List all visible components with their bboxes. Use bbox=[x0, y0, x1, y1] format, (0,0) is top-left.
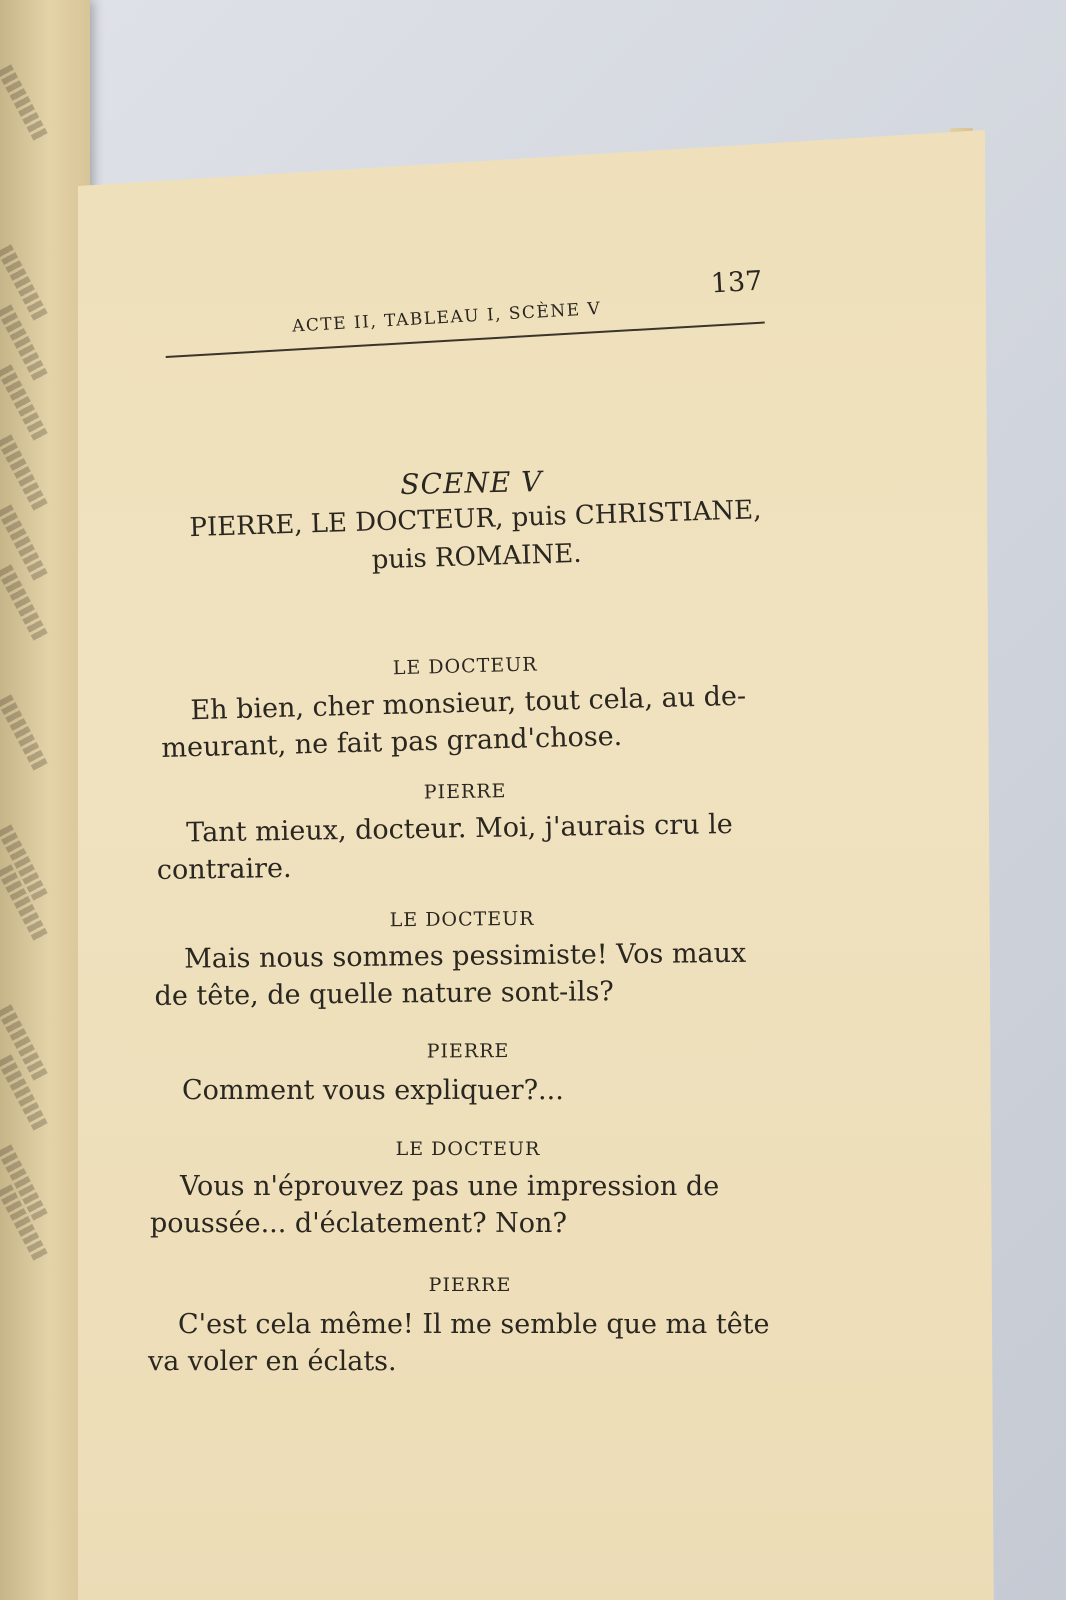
speaker-name: PIERRE bbox=[423, 780, 507, 804]
speaker-name: PIERRE bbox=[428, 1274, 512, 1296]
speech-line-1: C'est cela même! Il me semble que ma tête bbox=[178, 1309, 770, 1340]
running-title: ACTE II, TABLEAU I, SCÈNE V bbox=[291, 298, 602, 337]
dialogue-line bbox=[152, 1072, 812, 1109]
cast-line-2: puis ROMAINE. bbox=[371, 538, 582, 576]
dialogue-line bbox=[154, 934, 815, 1015]
speech-line-2: va voler en éclats. bbox=[148, 1346, 397, 1377]
speech-line-1: Comment vous expliquer?... bbox=[182, 1075, 564, 1106]
speech-line-1: Eh bien, cher monsieur, tout cela, au de- bbox=[190, 680, 747, 727]
speaker-name: LE DOCTEUR bbox=[392, 653, 538, 680]
dialogue-line bbox=[156, 805, 817, 889]
speech-line-1: Mais nous sommes pessimiste! Vos maux bbox=[184, 937, 747, 975]
speaker-name: PIERRE bbox=[426, 1040, 510, 1063]
cast-line-1: PIERRE, LE DOCTEUR, puis CHRISTIANE, bbox=[188, 495, 762, 544]
running-head bbox=[162, 257, 775, 362]
speech-line-2: contraire. bbox=[156, 852, 292, 886]
speech-line-1: Tant mieux, docteur. Moi, j'aurais cru le bbox=[186, 808, 733, 849]
dialogue-line bbox=[148, 1306, 808, 1380]
speech-line-2: poussée... d'éclatement? Non? bbox=[150, 1208, 567, 1239]
speech-line-1: Vous n'éprouvez pas une impression de bbox=[180, 1171, 720, 1202]
page-number: 137 bbox=[709, 265, 764, 300]
dialogue-line bbox=[160, 676, 822, 767]
dialogue-line bbox=[150, 1168, 810, 1242]
speaker-name: LE DOCTEUR bbox=[389, 907, 535, 932]
speech-line-2: de tête, de quelle nature sont-ils? bbox=[154, 976, 614, 1012]
header-rule bbox=[166, 321, 765, 358]
speaker-name: LE DOCTEUR bbox=[395, 1138, 541, 1160]
cast-list bbox=[160, 490, 792, 586]
scene-title: SCENE V bbox=[400, 465, 543, 501]
speech-line-2: meurant, ne fait pas grand'chose. bbox=[161, 720, 623, 764]
